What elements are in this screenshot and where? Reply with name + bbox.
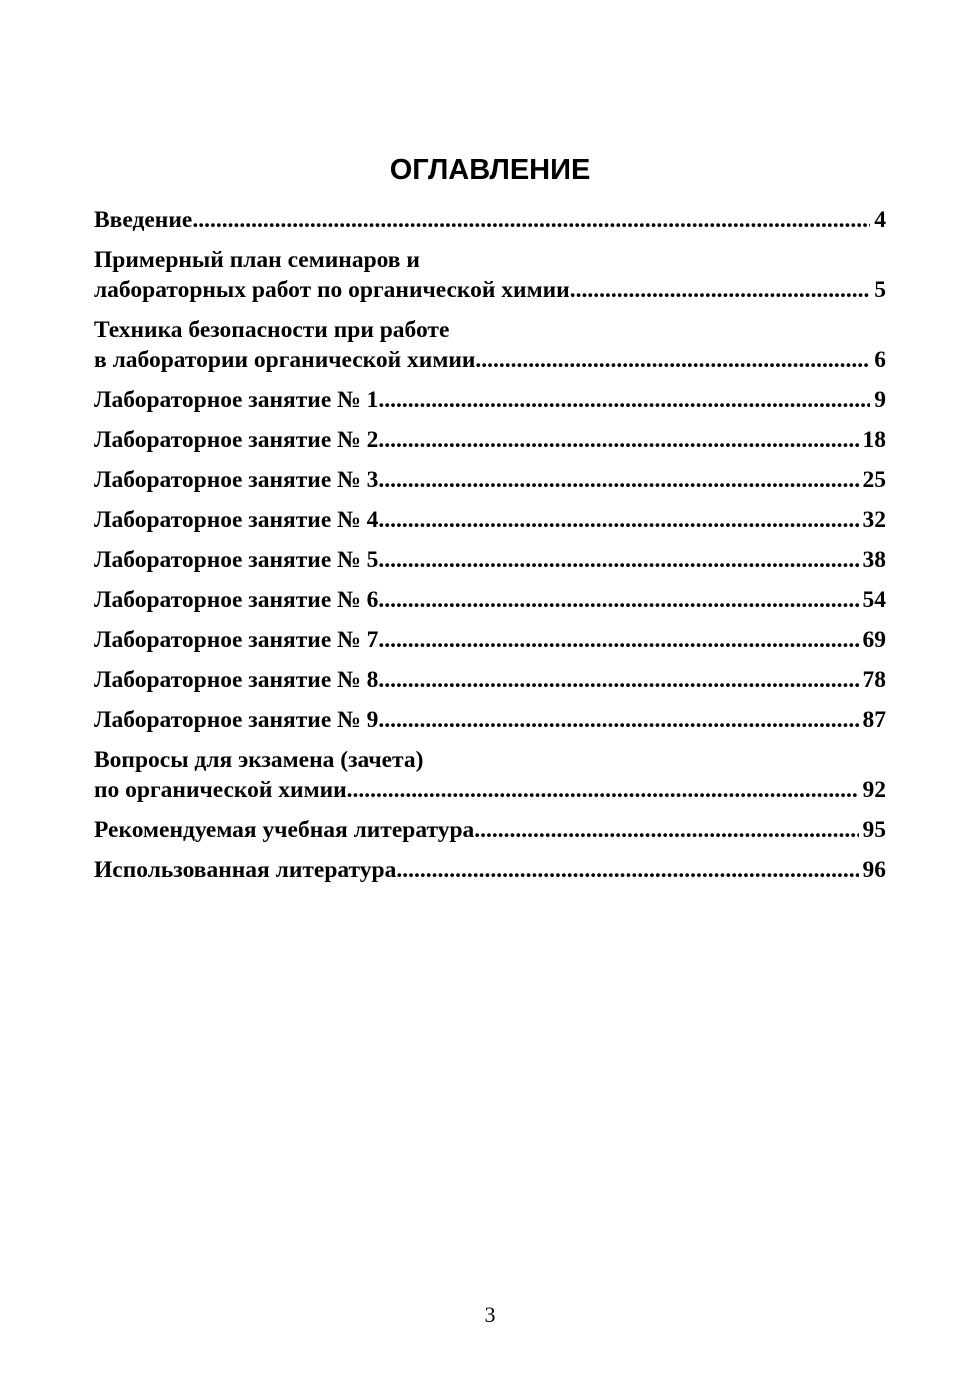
toc-entry-title-line2: в лаборатории органической химии [94,347,476,373]
toc-entry-title: Лабораторное занятие № 6 [94,587,379,613]
toc-page-number: 5 [874,277,886,303]
page-title: ОГЛАВЛЕНИЕ [389,154,591,186]
toc-entry-seminar-plan[interactable] [94,245,886,305]
toc-entry-lab-8[interactable] [94,665,886,695]
toc-line [94,665,886,695]
toc-entry-title: Лабораторное занятие № 4 [94,507,379,533]
toc-leader-dots [378,705,858,735]
toc-page-number: 87 [862,707,886,733]
toc-entry-recommended-literature[interactable] [94,815,886,845]
toc-entry-title: Лабораторное занятие № 9 [94,707,379,733]
toc-leader-dots [378,465,858,495]
toc-page-number: 92 [862,777,886,803]
toc-page-number: 25 [862,467,886,493]
toc-line [94,855,886,885]
toc-leader-dots [192,205,870,235]
toc-entry-lab-5[interactable] [94,545,886,575]
toc-page-number: 69 [862,627,886,653]
toc-page-number: 9 [874,387,886,413]
toc-entry-title: Лабораторное занятие № 2 [94,427,379,453]
toc-line [94,425,886,455]
toc-entry-title-line1: Примерный план семинаров и [94,247,420,273]
toc-leader-dots [347,775,859,805]
toc-entry-title: Лабораторное занятие № 7 [94,627,379,653]
toc-entry-lab-2[interactable] [94,425,886,455]
toc-line [94,275,886,305]
toc-line [94,775,886,805]
toc-line [94,705,886,735]
toc-entry-lab-6[interactable] [94,585,886,615]
toc-entry-title: Рекомендуемая учебная литература [94,817,475,843]
toc-page-number: 78 [862,667,886,693]
toc-page-number: 6 [874,347,886,373]
toc-entry-title-line1: Вопросы для экзамена (зачета) [94,747,424,773]
toc-page-number: 96 [862,857,886,883]
toc-line [94,385,886,415]
toc-leader-dots [378,505,858,535]
toc-entry-exam-questions[interactable] [94,745,886,805]
toc-entry-title-line2: по органической химии [94,777,347,803]
toc-page-number: 32 [862,507,886,533]
toc-leader-dots [378,665,858,695]
toc-page-number: 18 [862,427,886,453]
toc-leader-dots [378,585,858,615]
toc-entry-lab-1[interactable] [94,385,886,415]
toc-line [94,815,886,845]
toc-entry-safety[interactable] [94,315,886,375]
toc-line [94,505,886,535]
toc-page-number: 95 [862,817,886,843]
toc-entry-lab-7[interactable] [94,625,886,655]
toc-page-number: 54 [862,587,886,613]
toc-leader-dots [378,545,858,575]
toc-leader-dots [396,855,858,885]
toc-entry-lab-3[interactable] [94,465,886,495]
toc-entry-title: Лабораторное занятие № 1 [94,387,379,413]
page-footer-number: 3 [484,1302,496,1327]
toc-entry-title: Использованная литература [94,857,397,883]
toc-line [94,345,886,375]
toc-entry-title-line2: лабораторных работ по органической химии [94,277,570,303]
toc-line [94,545,886,575]
toc-page-number: 4 [874,207,886,233]
toc-page-number: 38 [862,547,886,573]
toc-leader-dots [378,425,858,455]
toc-leader-dots [570,275,871,305]
toc-line [94,465,886,495]
toc-leader-dots [475,345,870,375]
toc-leader-dots [474,815,858,845]
toc-entry-title: Лабораторное занятие № 3 [94,467,379,493]
toc-line [94,585,886,615]
toc-entry-title: Введение [94,207,193,233]
toc-leader-dots [378,625,858,655]
toc-entry-lab-9[interactable] [94,705,886,735]
toc-entry-title: Лабораторное занятие № 8 [94,667,379,693]
toc-line [94,205,886,235]
toc-entry-introduction[interactable] [94,205,886,235]
toc-leader-dots [378,385,870,415]
toc-entry-lab-4[interactable] [94,505,886,535]
toc-entry-title: Лабораторное занятие № 5 [94,547,379,573]
toc-line [94,625,886,655]
table-of-contents [94,205,886,885]
toc-entry-used-literature[interactable] [94,855,886,885]
toc-entry-title-line1: Техника безопасности при работе [94,317,450,343]
